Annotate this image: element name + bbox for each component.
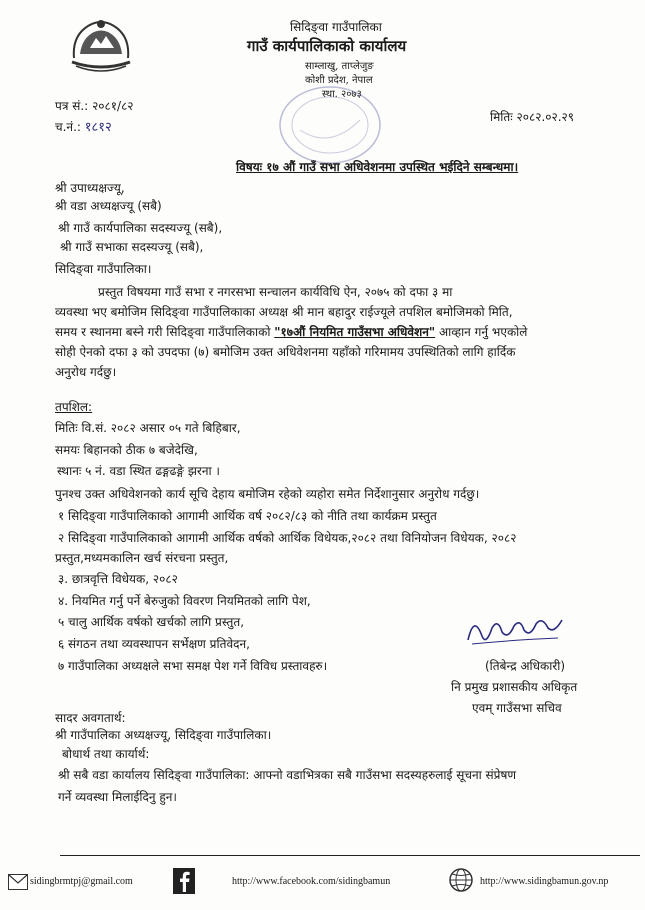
agenda-intro: पुनश्च उक्त अधिवेशनको कार्य सूचि देहाय बमोजिम रहेको व्यहोरा समेत निर्देशानुसार अनुरोध गर्दछु। — [55, 487, 480, 501]
body-line-3: समय र स्थानमा बस्ने गरी सिदिङ्वा गाउँपालिकाको "१७औं नियमित गाउँसभा अधिवेशन" आव्हान गर्नु भएकोले — [55, 325, 528, 339]
municipality-name: सिदिङ्वा गाउँपालिका — [290, 20, 382, 34]
footer-website[interactable]: http://www.sidingbamun.gov.np — [480, 876, 609, 887]
details-place: स्थानः ५ नं. वडा स्थित ढङ्गढङ्गे झरना । — [57, 464, 220, 478]
recipient-2: श्री वडा अध्यक्षज्यू (सबै) — [55, 199, 162, 213]
agenda-item: ५ चालु आर्थिक वर्षको खर्चको लागि प्रस्तुत, — [58, 615, 245, 629]
body-line-2: व्यवस्था भए बमोजिम सिदिङ्वा गाउँपालिकाका अध्यक्ष श्री मान बहादुर राईज्यूले तपशिल बमोजिमको मिति, — [55, 305, 513, 319]
subject-line: विषयः १७ औं गाउँ सभा अधिवेशनमा उपस्थित भईदिने सम्बन्धमा। — [236, 160, 519, 174]
signature-mark — [462, 610, 572, 650]
nepal-emblem-icon — [66, 14, 136, 76]
details-time: समयः बिहानको ठीक ७ बजेदेखि, — [55, 443, 198, 457]
email-icon — [8, 874, 28, 890]
footer-facebook[interactable]: http://www.facebook.com/sidingbamun — [232, 876, 391, 887]
cc-heading-2: बोधार्थ तथा कार्यार्थ: — [62, 747, 150, 761]
footer-email[interactable]: sidingbrmtpj@gmail.com — [30, 876, 133, 887]
cc-line-3: गर्ने व्यवस्था मिलाईदिनु हुन। — [58, 790, 177, 804]
body-line-4: सोही ऐनको दफा ३ को उपदफा (७) बमोजिम उक्त अधिवेशनमा यहाँको गरिमामय उपस्थितिको लागि हार्दिक — [55, 345, 516, 359]
agenda-item: ४. नियमित गर्नु पर्ने बेरुजुको विवरण नियमितको लागि पेश, — [58, 594, 311, 608]
details-heading: तपशिल: — [55, 400, 93, 414]
office-name: गाउँ कार्यपालिकाको कार्यालय — [247, 37, 407, 55]
agenda-item: १ सिदिङ्वा गाउँपालिकाको आगामी आर्थिक वर्ष २०८२/८३ को नीति तथा कार्यक्रम प्रस्तुत — [58, 509, 437, 523]
body-line-1: प्रस्तुत विषयमा गाउँ सभा र नगरसभा सन्चालन कार्यविधि ऐन, २०७५ को दफा ३ मा — [98, 285, 453, 299]
agenda-item: प्रस्तुत,मध्यमकालिन खर्च संरचना प्रस्तुत, — [55, 551, 229, 565]
signatory-name: (तिबेन्द्र अधिकारी) — [485, 659, 566, 673]
body-line-5: अनुरोध गर्दछु। — [55, 365, 117, 379]
cc-line-1: श्री गाउँपालिका अध्यक्षज्यू, सिदिङ्वा गाउँपालिका। — [55, 728, 272, 742]
signatory-title: नि प्रमुख प्रशासकीय अधिकृत — [451, 680, 578, 694]
office-province: कोशी प्रदेश, नेपाल — [305, 75, 373, 86]
reference-number: पत्र सं.: २०८१/८२ — [55, 99, 134, 113]
details-date: मितिः वि.सं. २०८२ असार ०५ गते बिहिबार, — [55, 421, 241, 435]
office-stamp — [270, 80, 390, 170]
cc-line-2: श्री सबै वडा कार्यालय सिदिङ्वा गाउँपालिका: आफ्नो वडाभित्रका सबै गाउँसभा सदस्यहरुलाई सूचना संप्रेषण — [58, 768, 517, 782]
recipient-4: श्री गाउँ सभाका सदस्यज्यू (सबै), — [60, 240, 204, 254]
letter-date: मितिः २०८२.०२.२९ — [490, 110, 575, 124]
office-established: स्था. २०७३ — [322, 89, 362, 100]
facebook-icon — [173, 868, 195, 894]
agenda-item: ६ संगठन तथा व्यवस्थापन सर्भेक्षण प्रतिवेदन, — [58, 637, 250, 651]
signatory-role: एवम् गाउँसभा सचिव — [472, 701, 562, 715]
dispatch-number: च.नं.: १८१२ — [55, 120, 112, 135]
footer-divider — [60, 855, 640, 856]
cc-heading: सादर अवगतार्थ: — [55, 711, 126, 725]
agenda-item: २ सिदिङ्वा गाउँपालिकाको आगामी आर्थिक वर्षको आर्थिक विधेयक,२०८२ तथा विनियोजन विधेयक, २०८२ — [58, 531, 517, 545]
agenda-item: ३. छात्रवृत्ति विधेयक, २०८२ — [58, 572, 178, 586]
website-globe-icon — [448, 867, 474, 893]
recipient-3: श्री गाउँ कार्यपालिका सदस्यज्यू (सबै), — [58, 221, 223, 235]
agenda-item: ७ गाउँपालिका अध्यक्षले सभा समक्ष पेश गर्ने विविध प्रस्तावहरु। — [58, 659, 328, 673]
recipient-1: श्री उपाध्यक्षज्यू, — [55, 181, 125, 195]
recipient-5: सिदिङ्वा गाउँपालिका। — [55, 262, 152, 276]
office-address: साम्लाखु, ताप्लेजुङ — [305, 61, 374, 72]
